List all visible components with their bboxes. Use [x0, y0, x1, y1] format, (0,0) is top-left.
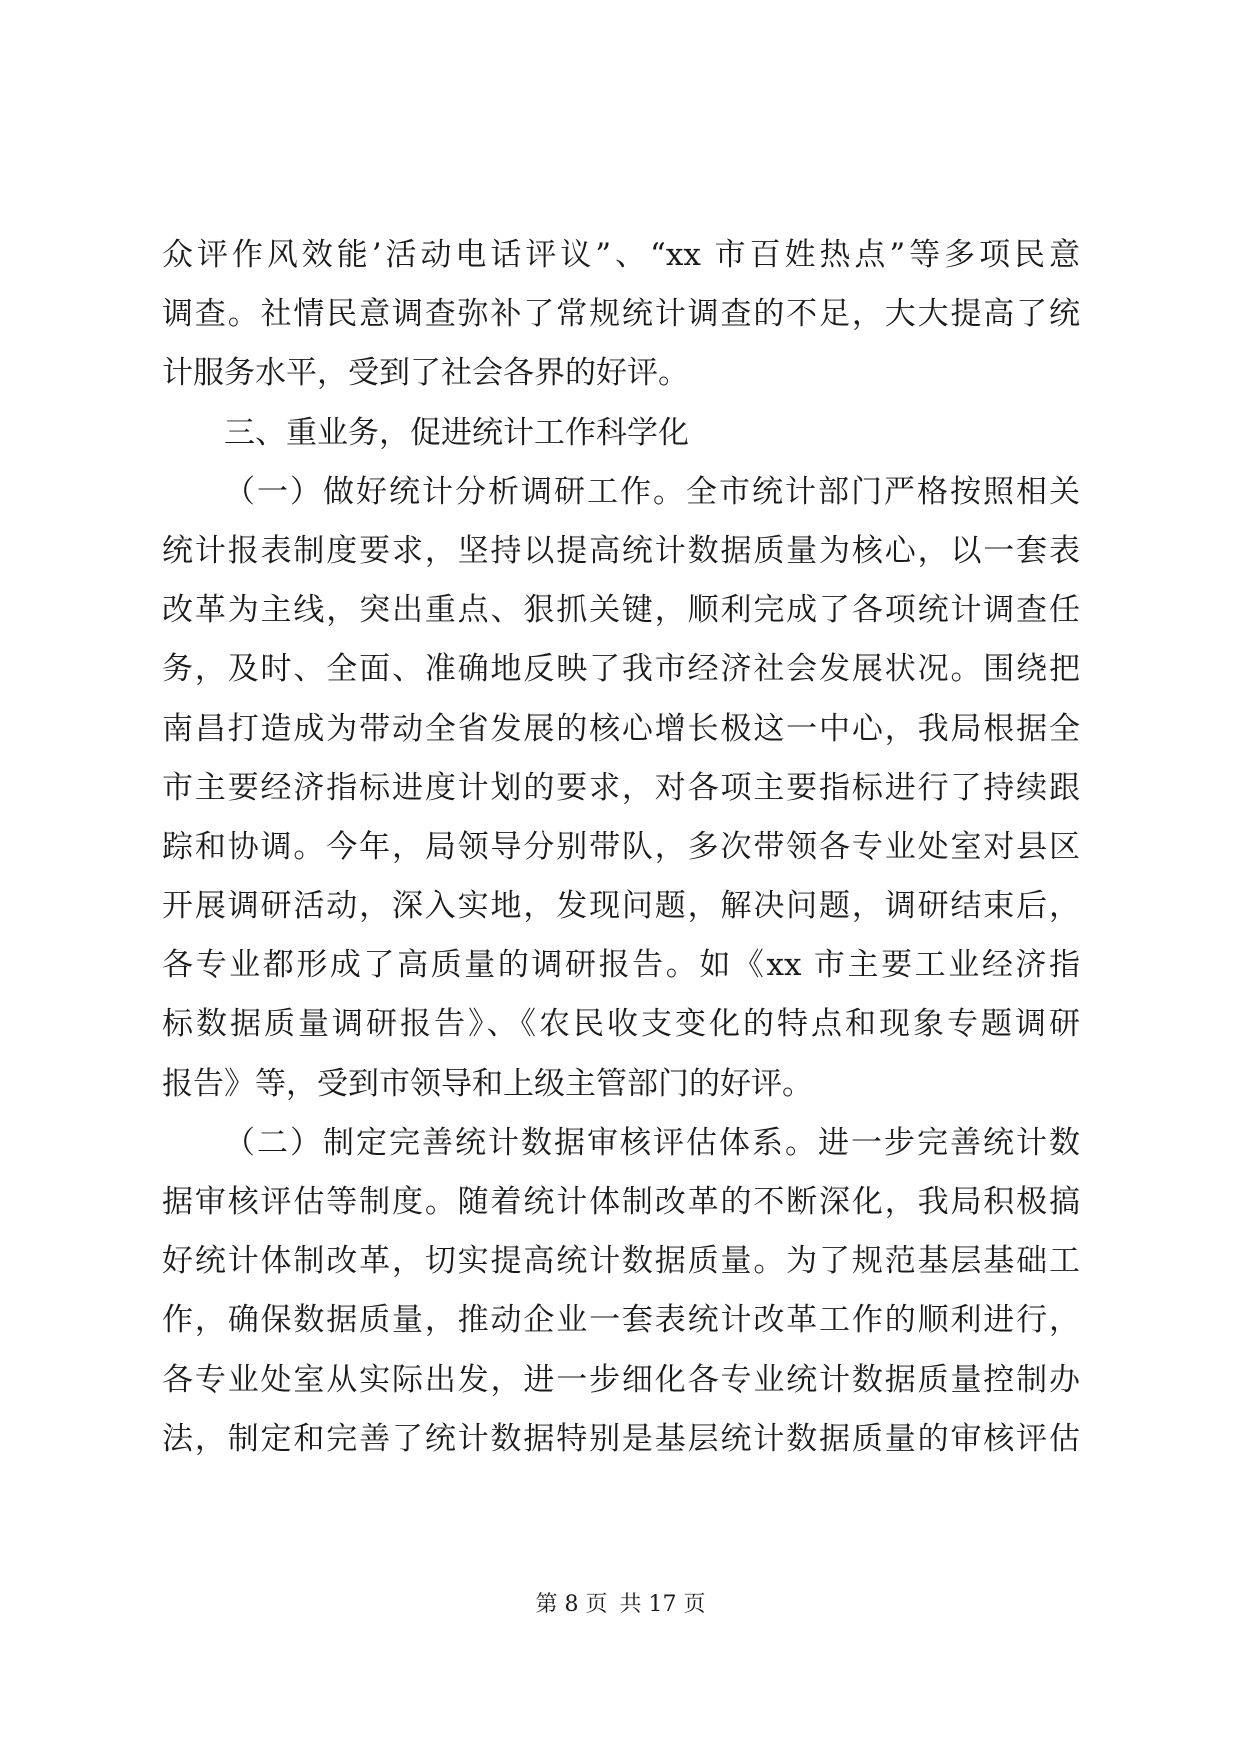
text-line: 计服务水平，受到了社会各界的好评。	[162, 355, 689, 392]
text-line: 众评作风效能’活动电话评议”、“xx 市百姓热点”等多项民意	[162, 237, 1080, 273]
text-line: 法，制定和完善了统计数据特别是基层统计数据质量的审核评估	[162, 1420, 1080, 1457]
page-total: 共 17 页	[619, 1592, 706, 1617]
text-line: 调查。社情民意调查弥补了常规统计调查的不足，大大提高了统	[162, 296, 1080, 333]
text-line: 报告》等，受到市领导和上级主管部门的好评。	[162, 1065, 813, 1102]
document-body	[162, 226, 1080, 1469]
text-line: 作，确保数据质量，推动企业一套表统计改革工作的顺利进行，	[162, 1302, 1080, 1339]
text-line: 南昌打造成为带动全省发展的核心增长极这一中心，我局根据全	[162, 710, 1080, 747]
paragraph-first-line: （一）做好统计分析调研工作。全市统计部门严格按照相关	[224, 473, 1080, 510]
paragraph-first-line: （二）制定完善统计数据审核评估体系。进一步完善统计数	[224, 1124, 1080, 1161]
text-line: 踪和协调。今年，局领导分别带队，多次带领各专业处室对县区	[162, 828, 1080, 865]
text-line: 各专业处室从实际出发，进一步细化各专业统计数据质量控制办	[162, 1361, 1080, 1398]
section-heading: 三、重业务，促进统计工作科学化	[224, 414, 689, 451]
text-line: 各专业都形成了高质量的调研报告。如《xx 市主要工业经济指	[162, 947, 1080, 984]
text-line: 改革为主线，突出重点、狠抓关键，顺利完成了各项统计调查任	[162, 592, 1080, 629]
text-line: 好统计体制改革，切实提高统计数据质量。为了规范基层基础工	[162, 1243, 1080, 1280]
text-line: 开展调研活动，深入实地，发现问题，解决问题，调研结束后，	[162, 888, 1080, 925]
text-line: 市主要经济指标进度计划的要求，对各项主要指标进行了持续跟	[162, 769, 1080, 806]
page-number: 第 8 页	[535, 1592, 608, 1617]
text-line: 统计报表制度要求，坚持以提高统计数据质量为核心，以一套表	[162, 532, 1080, 569]
text-line: 据审核评估等制度。随着统计体制改革的不断深化，我局积极搞	[162, 1184, 1080, 1220]
text-line: 务，及时、全面、准确地反映了我市经济社会发展状况。围绕把	[162, 651, 1080, 688]
text-line: 标数据质量调研报告》、《农民收支变化的特点和现象专题调研	[162, 1006, 1080, 1043]
page-footer	[0, 1590, 1241, 1620]
